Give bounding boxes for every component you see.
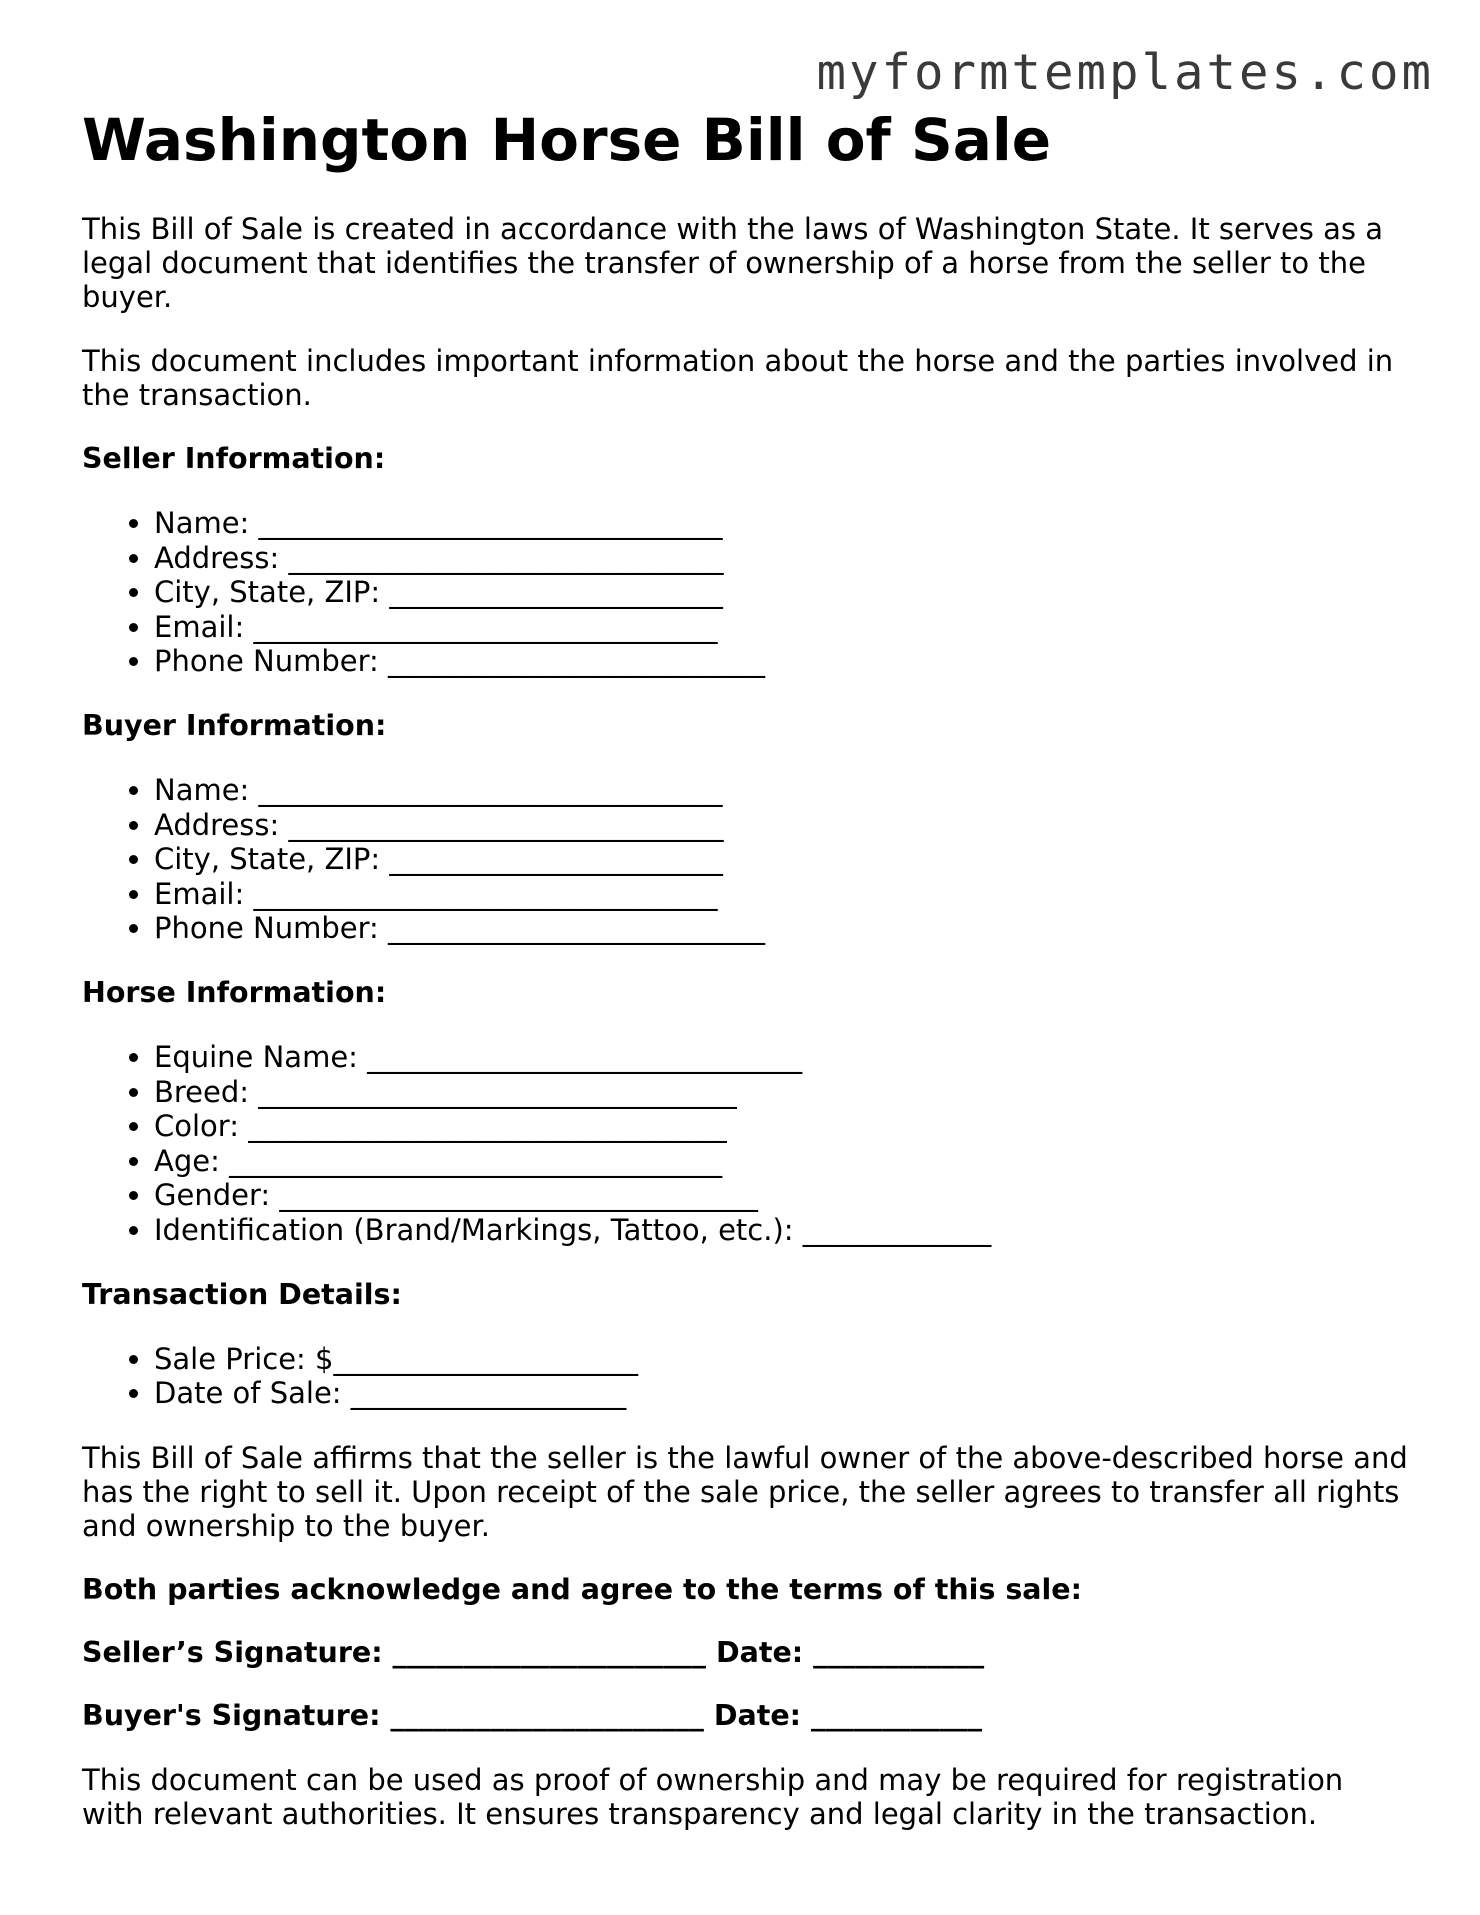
acknowledgement-heading: Both parties acknowledge and agree to the terms of this sale: — [82, 1572, 1083, 1606]
document-title: Washington Horse Bill of Sale — [82, 106, 1052, 174]
final-note-paragraph: This document can be used as proof of ownership and may be required for registration with relevant authorities. It ensures transparency and legal clarity in the transaction. — [82, 1762, 1344, 1831]
buyer-field-list — [82, 773, 1412, 946]
buyer-section-heading: Buyer Information: — [82, 708, 387, 742]
document-page — [82, 100, 1412, 1831]
seller-email-field[interactable]: • Email: ________________________________ — [154, 610, 1412, 645]
seller-phone-field[interactable]: • Phone Number: __________________________ — [154, 644, 1412, 679]
buyer-city-state-zip-field[interactable]: • City, State, ZIP: _______________________ — [154, 842, 1412, 877]
site-watermark: myformtemplates.com — [816, 44, 1434, 101]
affirmation-paragraph: This Bill of Sale affirms that the seller is the lawful owner of the above-described horse and has the right to sell it. Upon receipt of the sale price, the seller agrees to transfer all rights and ownership to the buyer. — [82, 1440, 1408, 1543]
seller-signature-line[interactable]: Seller’s Signature: ______________________ Date: ____________ — [82, 1635, 985, 1669]
buyer-phone-field[interactable]: • Phone Number: __________________________ — [154, 911, 1412, 946]
seller-section-heading: Seller Information: — [82, 442, 386, 475]
seller-name-field[interactable]: • Name: ________________________________ — [154, 506, 1412, 541]
intro-paragraph: This Bill of Sale is created in accordance with the laws of Washington State. It serves as a legal document that identifies the transfer of ownership of a horse from the seller to the buyer. — [82, 212, 1383, 314]
sale-price-field[interactable]: • Sale Price: $_____________________ — [154, 1342, 1412, 1377]
buyer-email-field[interactable]: • Email: ________________________________ — [154, 877, 1412, 912]
horse-color-field[interactable]: • Color: _________________________________ — [154, 1109, 1412, 1144]
horse-field-list — [82, 1040, 1412, 1248]
seller-field-list — [82, 506, 1412, 679]
horse-section-heading: Horse Information: — [82, 975, 387, 1009]
transaction-section-heading: Transaction Details: — [82, 1277, 402, 1311]
intro-paragraph: This document includes important information about the horse and the parties involved in the transaction. — [82, 344, 1394, 412]
buyer-address-field[interactable]: • Address: ______________________________ — [154, 808, 1412, 843]
horse-breed-field[interactable]: • Breed: _________________________________ — [154, 1075, 1412, 1110]
buyer-signature-line[interactable]: Buyer's Signature: ______________________ Date: ____________ — [82, 1698, 983, 1732]
buyer-name-field[interactable]: • Name: ________________________________ — [154, 773, 1412, 808]
date-of-sale-field[interactable]: • Date of Sale: ___________________ — [154, 1376, 1412, 1411]
horse-gender-field[interactable]: • Gender: _________________________________ — [154, 1178, 1412, 1213]
transaction-field-list — [82, 1342, 1412, 1411]
seller-address-field[interactable]: • Address: ______________________________ — [154, 541, 1412, 576]
horse-identification-field[interactable]: • Identification (Brand/Markings, Tattoo, etc.): _____________ — [154, 1213, 1412, 1248]
horse-equine-name-field[interactable]: • Equine Name: ______________________________ — [154, 1040, 1412, 1075]
horse-age-field[interactable]: • Age: __________________________________ — [154, 1144, 1412, 1179]
seller-city-state-zip-field[interactable]: • City, State, ZIP: _______________________ — [154, 575, 1412, 610]
